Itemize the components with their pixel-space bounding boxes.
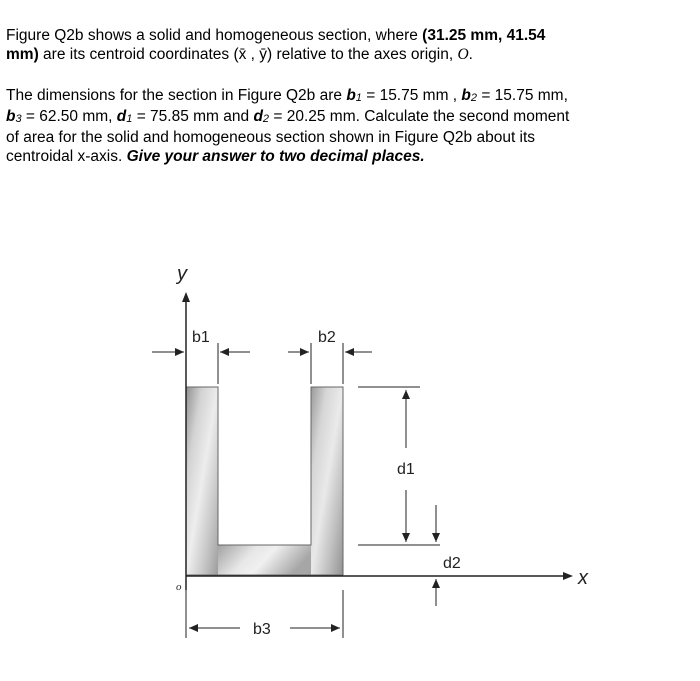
origin-label: o [176,581,182,593]
d1-label: d1 [397,461,415,478]
b2-label: b2 [318,329,336,346]
x-axis-label: x [578,567,588,589]
b1-label: b1 [192,329,210,346]
b3-label: b3 [253,621,271,638]
problem-paragraph-1: Figure Q2b shows a solid and homogeneous section, where (31.25 mm, 41.54 mm) are its centroid coordinates (x̄ , ȳ) relative to the axes origin, O. [6,27,546,63]
right-flange [311,387,343,575]
y-axis-arrowhead [182,292,190,302]
problem-paragraph-2: The dimensions for the section in Figure Q2b are b1 = 15.75 mm , b2 = 15.75 mm, b3 = 62.50 mm, d1 = 75.85 mm and d2 = 20.25 mm. Calculate the second moment of area for the solid and homogeneous section shown in Figure Q2b about its centroidal x-axis. Give your answer to two decimal places. [6,87,570,165]
y-axis-label: y [177,263,187,285]
x-axis-arrowhead [563,572,573,580]
d2-label: d2 [443,555,461,572]
left-flange [186,387,218,575]
base-web [218,545,311,575]
